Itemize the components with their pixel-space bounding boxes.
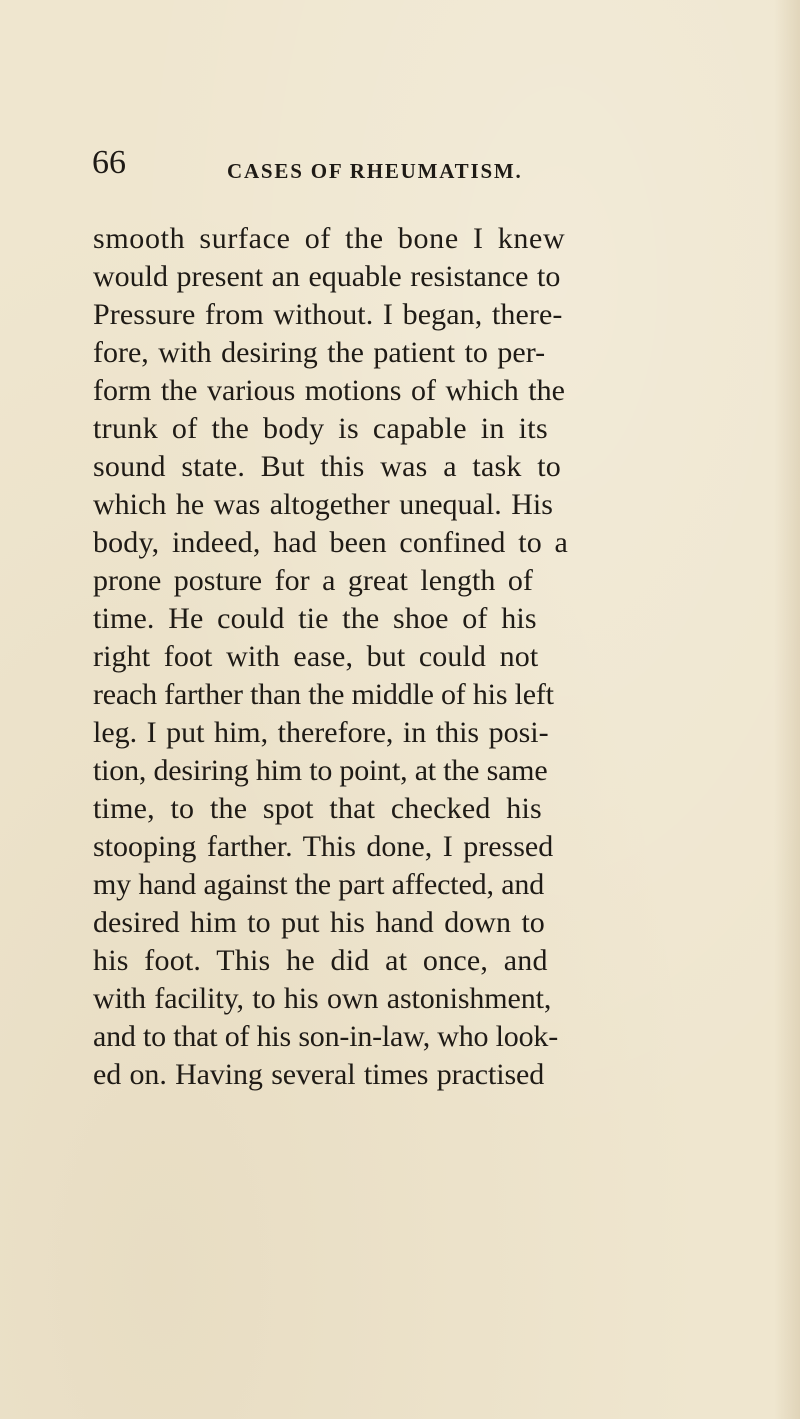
text-line: which he was altogether unequal. His (93, 488, 553, 521)
text-line: ed on. Having several times practised (93, 1058, 545, 1091)
text-line: desired him to put his hand down to (93, 906, 545, 939)
text-line: and to that of his son-in-law, who look- (93, 1020, 558, 1053)
text-line: trunk of the body is capable in its (93, 412, 549, 445)
page-header (92, 146, 712, 190)
text-line: time. He could tie the shoe of his (93, 602, 537, 635)
text-line: with facility, to his own astonishment, (93, 982, 552, 1015)
text-line: my hand against the part affected, and (93, 868, 545, 901)
running-title: CASES OF RHEUMATISM. (227, 159, 523, 183)
text-line: right foot with ease, but could not (93, 640, 539, 673)
text-line: leg. I put him, therefore, in this posi- (93, 716, 549, 749)
text-line: smooth surface of the bone I knew (93, 222, 566, 255)
text-line: sound state. But this was a task to (93, 450, 561, 483)
text-line: Pressure from without. I began, there- (93, 298, 563, 331)
text-line: would present an equable resistance to (93, 260, 561, 293)
text-line: prone posture for a great length of (93, 564, 533, 597)
text-line: stooping farther. This done, I pressed (93, 830, 554, 863)
text-line: body, indeed, had been confined to a (93, 526, 568, 559)
text-line: time, to the spot that checked his (93, 792, 542, 825)
body-text (93, 220, 783, 1094)
text-line: form the various motions of which the (93, 374, 565, 407)
text-line: tion, desiring him to point, at the same (93, 754, 548, 787)
text-line: fore, with desiring the patient to per- (93, 336, 546, 369)
page-number: 66 (92, 144, 126, 181)
text-line: reach farther than the middle of his left (93, 678, 554, 711)
text-line: his foot. This he did at once, and (93, 944, 548, 977)
